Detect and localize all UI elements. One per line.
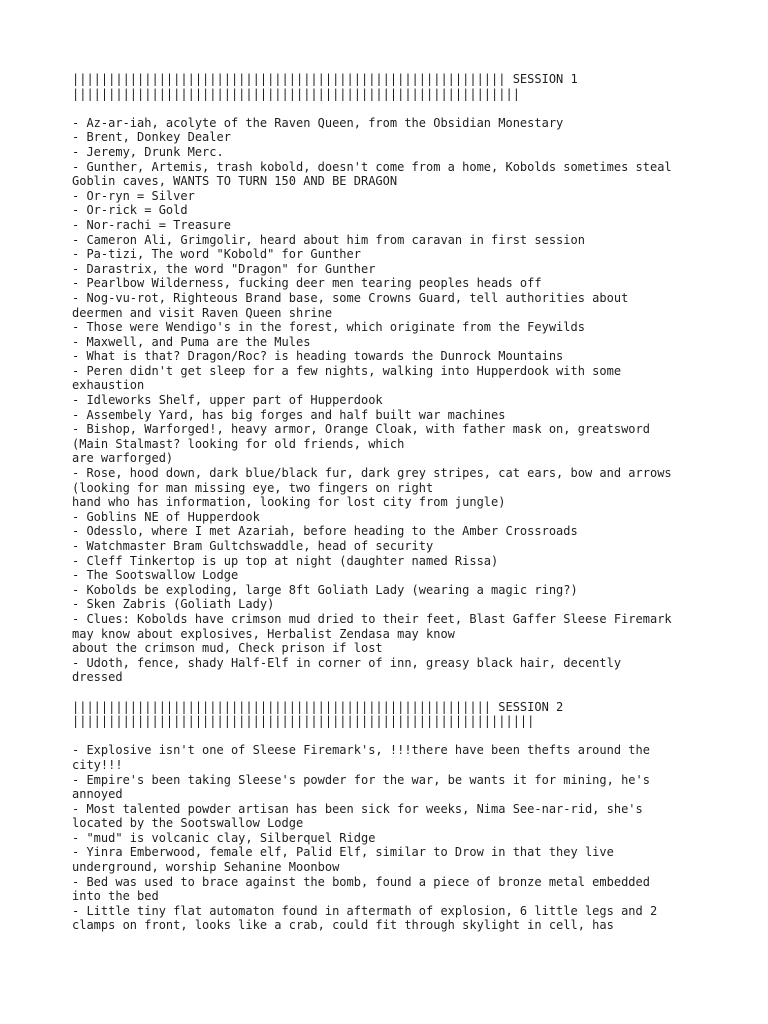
note-line: clamps on front, looks like a crab, could fit through skylight in cell, has <box>72 918 614 933</box>
note-line: - Cameron Ali, Grimgolir, heard about him from caravan in first session <box>72 232 585 247</box>
note-line: annoyed <box>72 787 123 802</box>
note-line: - What is that? Dragon/Roc? is heading towards the Dunrock Mountains <box>72 349 564 364</box>
session-1-section <box>72 72 712 685</box>
note-line: - Jeremy, Drunk Merc. <box>72 144 224 159</box>
note-line: - Or-rick = Gold <box>72 203 188 218</box>
note-line: - The Sootswallow Lodge <box>72 568 239 583</box>
session-2-header <box>72 700 712 729</box>
note-line: - Bishop, Warforged!, heavy armor, Orange Cloak, with father mask on, greatsword <box>72 422 650 437</box>
note-line: - Kobolds be exploding, large 8ft Goliath Lady (wearing a magic ring?) <box>72 582 578 597</box>
session-1-header <box>72 72 712 101</box>
session-divider-line: |||||||||||||||||||||||||||||||||||||||||||||||||||||||||||| SESSION 1 <box>72 72 578 86</box>
document-page <box>72 72 712 933</box>
note-line: - Brent, Donkey Dealer <box>72 130 231 145</box>
note-line: - Darastrix, the word "Dragon" for Gunther <box>72 261 376 276</box>
note-line: - Yinra Emberwood, female elf, Palid Elf, similar to Drow in that they live <box>72 845 614 860</box>
note-line: - Sken Zabris (Goliath Lady) <box>72 597 275 612</box>
note-line: - Nog-vu-rot, Righteous Brand base, some Crowns Guard, tell authorities about <box>72 290 629 305</box>
note-line: Goblin caves, WANTS TO TURN 150 AND BE DRAGON <box>72 174 398 189</box>
note-line: dressed <box>72 670 123 685</box>
note-line: - Cleff Tinkertop is up top at night (daughter named Rissa) <box>72 553 499 568</box>
note-line: - Watchmaster Bram Gultchswaddle, head of security <box>72 539 434 553</box>
note-line: - Clues: Kobolds have crimson mud dried to their feet, Blast Gaffer Sleese Firemark <box>72 611 672 626</box>
note-line: - Peren didn't get sleep for a few nights, walking into Hupperdook with some <box>72 363 622 378</box>
note-line: - Maxwell, and Puma are the Mules <box>72 334 311 349</box>
note-line: - Pa-tizi, The word "Kobold" for Gunther <box>72 247 361 262</box>
note-line: (looking for man missing eye, two fingers on right <box>72 480 434 495</box>
note-line: exhaustion <box>72 378 145 393</box>
session-divider-line: |||||||||||||||||||||||||||||||||||||||||||||||||||||||||| SESSION 2 <box>72 699 564 714</box>
note-line: - Assembely Yard, has big forges and half built war machines <box>72 407 506 422</box>
note-line: hand who has information, looking for lost city from jungle) <box>72 495 506 510</box>
note-line: deermen and visit Raven Queen shrine <box>72 305 333 320</box>
note-line: located by the Sootswallow Lodge <box>72 816 304 831</box>
note-line: about the crimson mud, Check prison if lost <box>72 641 383 656</box>
note-line: - Nor-rachi = Treasure <box>72 217 231 232</box>
spacer <box>72 101 712 116</box>
spacer <box>72 685 712 700</box>
note-line: - "mud" is volcanic clay, Silberquel Ridge <box>72 830 376 845</box>
spacer <box>72 729 712 744</box>
note-line: - Or-ryn = Silver <box>72 188 195 203</box>
note-line: - Empire's been taking Sleese's powder for the war, be wants it for mining, he's <box>72 772 650 787</box>
note-line: - Bed was used to brace against the bomb, found a piece of bronze metal embedded <box>72 874 650 889</box>
note-line: - Gunther, Artemis, trash kobold, doesn't come from a home, Kobolds sometimes steal <box>72 159 672 174</box>
note-line: - Most talented powder artisan has been sick for weeks, Nima See-nar-rid, she's <box>72 801 643 816</box>
session-2-section <box>72 700 712 934</box>
note-line: - Those were Wendigo's in the forest, which originate from the Feywilds <box>72 320 585 335</box>
note-line: city!!! <box>72 757 123 772</box>
note-line: - Goblins NE of Hupperdook <box>72 509 260 524</box>
note-line: (Main Stalmast? looking for old friends, which <box>72 436 405 451</box>
note-line: may know about explosives, Herbalist Zendasa may know <box>72 626 455 641</box>
note-line: - Explosive isn't one of Sleese Firemark's, !!!there have been thefts around the <box>72 743 650 758</box>
note-line: - Idleworks Shelf, upper part of Hupperdook <box>72 393 383 408</box>
note-line: - Odesslo, where I met Azariah, before heading to the Amber Crossroads <box>72 524 578 539</box>
session-1-notes <box>72 116 712 685</box>
note-line: - Az-ar-iah, acolyte of the Raven Queen, from the Obsidian Monestary <box>72 115 564 130</box>
note-line: underground, worship Sehanine Moonbow <box>72 860 340 875</box>
note-line: - Pearlbow Wilderness, fucking deer men tearing peoples heads off <box>72 276 542 291</box>
note-line: - Udoth, fence, shady Half-Elf in corner of inn, greasy black hair, decently <box>72 655 622 670</box>
note-line: into the bed <box>72 889 159 904</box>
session-divider-line: |||||||||||||||||||||||||||||||||||||||||||||||||||||||||||||| <box>72 86 520 101</box>
session-2-notes <box>72 743 712 933</box>
note-line: are warforged) <box>72 451 174 466</box>
note-line: - Little tiny flat automaton found in aftermath of explosion, 6 little legs and 2 <box>72 903 658 918</box>
note-line: - Rose, hood down, dark blue/black fur, dark grey stripes, cat ears, bow and arrows <box>72 466 672 481</box>
session-divider-line: |||||||||||||||||||||||||||||||||||||||||||||||||||||||||||||||| <box>72 714 535 729</box>
